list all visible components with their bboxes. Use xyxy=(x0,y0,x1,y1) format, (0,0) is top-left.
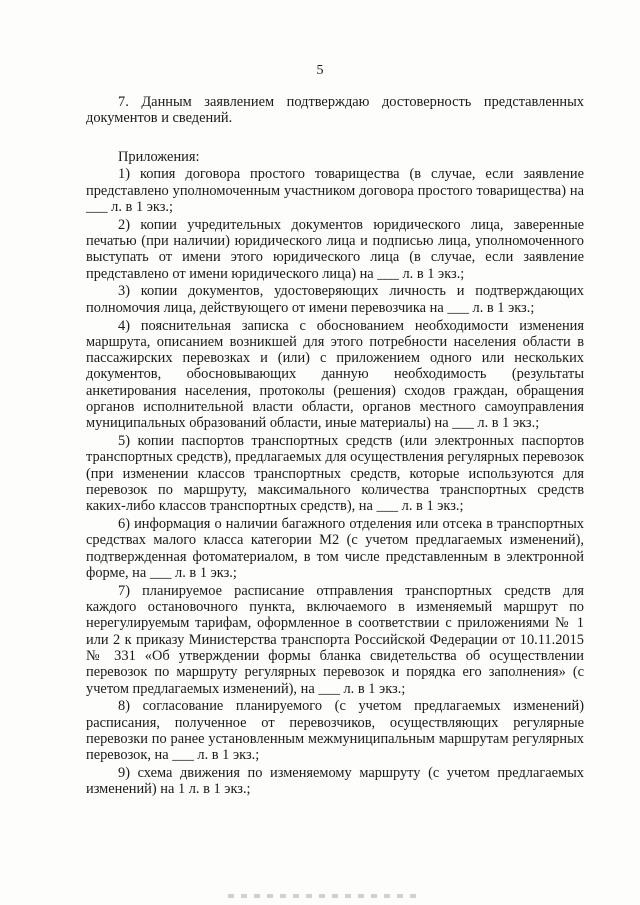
attachment-item-9: 9) схема движения по изменяемому маршруту (с учетом предлагаемых изменений) на 1 л. в 1 экз.; xyxy=(86,765,584,798)
document-body xyxy=(86,94,584,798)
page-number: 5 xyxy=(316,63,324,78)
attachments-heading: Приложения: xyxy=(118,148,200,165)
attachment-item-6: 6) информация о наличии багажного отделения или отсека в транспортных средствах малого класса категории М2 (с учетом предлагаемых изменений), подтвержденная фотоматериалом, в том числе представленным в электронной форме, на ___ л. в 1 экз.; xyxy=(86,516,584,582)
confirmation-paragraph: 7. Данным заявлением подтверждаю достоверность представленных документов и сведений. xyxy=(86,94,584,127)
attachment-item-1: 1) копия договора простого товарищества (в случае, если заявление представлено уполномоченным участником договора простого товарищества) на ___ л. в 1 экз.; xyxy=(86,166,584,215)
attachment-item-5: 5) копии паспортов транспортных средств (или электронных паспортов транспортных средств), предлагаемых для осуществления регулярных перевозок (при изменении классов транспортных средств, которые используются для перевозок по маршруту, максимального количества транспортных средств каких-либо классов транспортных средств), на ___ л. в 1 экз.; xyxy=(86,433,584,515)
attachment-item-2: 2) копии учредительных документов юридического лица, заверенные печатью (при наличии) юридического лица и подписью лица, уполномоченного выступать от имени этого юридического лица (в случае, если заявление представлено от имени юридического лица) на ___ л. в 1 экз.; xyxy=(86,216,584,282)
attachment-item-7: 7) планируемое расписание отправления транспортных средств для каждого остановочного пункта, включаемого в изменяемый маршрут по нерегулируемым тарифам, оформленное в соответствии с приложениями № 1 или 2 к приказу Министерства транспорта Российской Федерации от 10.11.2015 № 331 «Об утверждении формы бланка свидетельства об осуществлении перевозок по маршруту регулярных перевозок и порядка его заполнения» (с учетом предлагаемых изменений), на ___ л. в 1 экз.; xyxy=(86,582,584,697)
attachment-item-8: 8) согласование планируемого (с учетом предлагаемых изменений) расписания, полученное от перевозчиков, осуществляющих регулярные перевозки по ранее установленным межмуниципальным маршрутам регулярных перевозок, на ___ л. в 1 экз.; xyxy=(86,698,584,764)
scan-artifact xyxy=(228,894,418,898)
attachment-item-4: 4) пояснительная записка с обоснованием необходимости изменения маршрута, описанием возникшей для этого потребности населения области в пассажирских перевозках и (или) с приложением одного или нескольких документов, обосновывающих данную необходимость (результаты анкетирования населения, протоколы (решения) сходов граждан, обращения органов исполнительной власти области, органов местного самоуправления муниципальных образований области, иные материалы) на ___ л. в 1 экз.; xyxy=(86,317,584,432)
attachment-item-3: 3) копии документов, удостоверяющих личность и подтверждающих полномочия лица, действующего от имени перевозчика на ___ л. в 1 экз.; xyxy=(86,283,584,316)
